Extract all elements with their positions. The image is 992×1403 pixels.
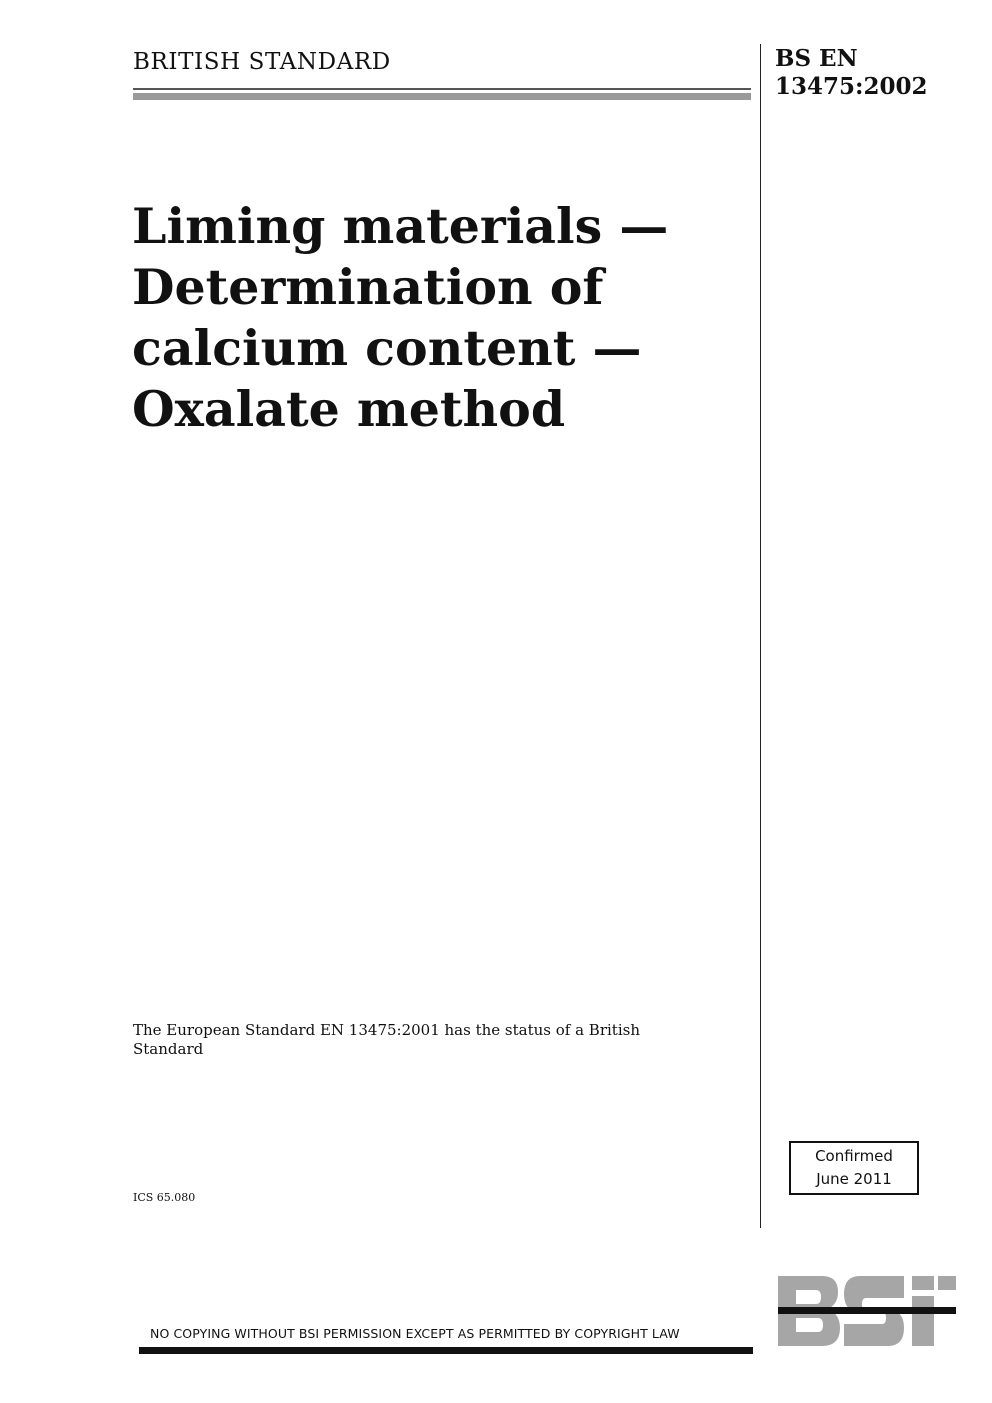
document-number (775, 45, 928, 101)
confirmed-stamp (789, 1141, 919, 1195)
document-number-line1: BS EN (775, 45, 858, 72)
document-number-line2: 13475:2002 (775, 73, 928, 100)
bsi-logo (778, 1276, 956, 1346)
ics-code: ICS 65.080 (133, 1191, 196, 1204)
footer-rule (139, 1347, 753, 1354)
title-line3: calcium content — (132, 319, 642, 377)
status-note: The European Standard EN 13475:2001 has the status of a British Standard (133, 1021, 640, 1058)
header-label: BRITISH STANDARD (133, 49, 391, 75)
vertical-divider (760, 44, 761, 1228)
title-line4: Oxalate method (132, 380, 566, 438)
confirmed-date: June 2011 (816, 1170, 892, 1188)
copyright-notice: NO COPYING WITHOUT BSI PERMISSION EXCEPT AS PERMITTED BY COPYRIGHT LAW (150, 1326, 680, 1341)
title-line2: Determination of (132, 258, 604, 316)
header-rule-thick (133, 93, 751, 100)
title-line1: Liming materials — (132, 197, 669, 255)
document-title (132, 196, 732, 440)
confirmed-label: Confirmed (815, 1147, 893, 1165)
header-rule-thin (133, 88, 751, 90)
